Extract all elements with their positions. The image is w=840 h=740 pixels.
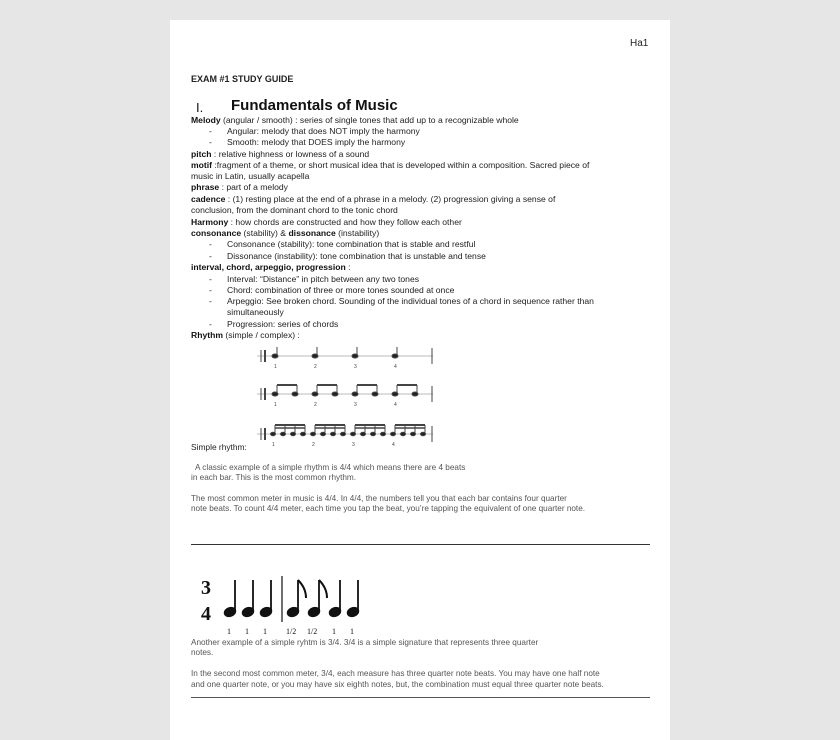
beat-count: 1	[245, 627, 249, 636]
beat-count: 1	[350, 627, 354, 636]
beat-count: 4	[392, 442, 395, 448]
definition-line: music in Latin, usually acapella	[191, 171, 310, 181]
paragraph-line: In the second most common meter, 3/4, each measure has three quarter note beats. You may have one half note	[191, 669, 600, 678]
definition-subline: - Angular: melody that does NOT imply the harmony	[209, 126, 420, 136]
paragraph-line: in each bar. This is the most common rhythm.	[191, 473, 357, 482]
beat-count: 2	[314, 364, 317, 370]
definition-line: cadence : (1) resting place at the end of a phrase in a melody. (2) progression giving a sense of	[191, 194, 556, 204]
rhythm-notation-figure	[255, 342, 435, 450]
beat-count: 1/2	[307, 627, 318, 636]
beat-count: 3	[354, 402, 357, 408]
beat-count: 3	[352, 442, 355, 448]
beat-count: 1	[227, 627, 231, 636]
three-four-notation-figure	[194, 550, 380, 640]
beat-count: 1	[274, 364, 277, 370]
definition-subline: - Smooth: melody that DOES imply the harmony	[209, 137, 406, 147]
definition-line: consonance (stability) & dissonance (instability)	[191, 228, 380, 238]
beat-count: 2	[312, 442, 315, 448]
section-heading: Fundamentals of Music	[231, 97, 398, 114]
beat-count: 4	[394, 402, 397, 408]
section-numeral: I.	[196, 100, 204, 115]
definition-subline: - Chord: combination of three or more tones sounded at once	[209, 285, 455, 295]
document-title: EXAM #1 STUDY GUIDE	[191, 74, 294, 84]
paragraph-line: A classic example of a simple rhythm is 4/4 which means there are 4 beats	[195, 463, 466, 472]
definition-subline: - Arpeggio: See broken chord. Sounding of the individual tones of a chord in sequence rather than	[209, 296, 594, 306]
definition-subline: - Interval: “Distance” in pitch between any two tones	[209, 274, 420, 284]
definition-subline: simultaneously	[227, 307, 284, 317]
document-page	[170, 20, 670, 740]
section-divider	[191, 544, 650, 545]
time-signature-bottom: 4	[201, 603, 211, 625]
definition-line: pitch : relative highness or lowness of a sound	[191, 149, 370, 159]
definition-line: interval, chord, arpeggio, progression :	[191, 262, 351, 272]
paragraph-line: Another example of a simple ryhtm is 3/4. 3/4 is a simple signature that represents three quarter	[191, 638, 539, 647]
definition-line: Melody (angular / smooth) : series of single tones that add up to a recognizable whole	[191, 115, 519, 125]
page-header-name: Ha1	[630, 38, 649, 49]
definition-line: Harmony : how chords are constructed and how they follow each other	[191, 217, 462, 227]
beat-count: 1	[263, 627, 267, 636]
beat-count: 1	[272, 442, 275, 448]
definition-subline: - Consonance (stability): tone combination that is stable and restful	[209, 239, 476, 249]
beat-count: 1	[332, 627, 336, 636]
time-signature-top: 3	[201, 577, 211, 599]
definition-subline: - Dissonance (instability): tone combination that is unstable and tense	[209, 251, 486, 261]
paragraph-line: note beats. To count 4/4 meter, each time you tap the beat, you’re tapping the equivalent of one quarter note.	[191, 504, 586, 513]
beat-count: 1/2	[286, 627, 297, 636]
beat-count: 4	[394, 364, 397, 370]
beat-count: 2	[314, 402, 317, 408]
paragraph-line: and one quarter note, or you may have six eighth notes, but, the combination must equal three quarter note beats.	[191, 680, 604, 689]
paragraph-line: The most common meter in music is 4/4. In 4/4, the numbers tell you that each bar contains four quarter	[191, 494, 567, 503]
definition-line: Rhythm (simple / complex) :	[191, 330, 300, 340]
beat-count: 3	[354, 364, 357, 370]
definition-subline: - Progression: series of chords	[209, 319, 339, 329]
definition-line: motif :fragment of a theme, or short musical idea that is developed within a composition. Sacred piece of	[191, 160, 590, 170]
section-divider	[191, 697, 650, 698]
definition-line: conclusion, from the dominant chord to the tonic chord	[191, 205, 398, 215]
simple-rhythm-label: Simple rhythm:	[191, 442, 247, 452]
beat-count: 1	[274, 402, 277, 408]
definition-line: phrase : part of a melody	[191, 182, 288, 192]
paragraph-line: notes.	[191, 648, 214, 657]
